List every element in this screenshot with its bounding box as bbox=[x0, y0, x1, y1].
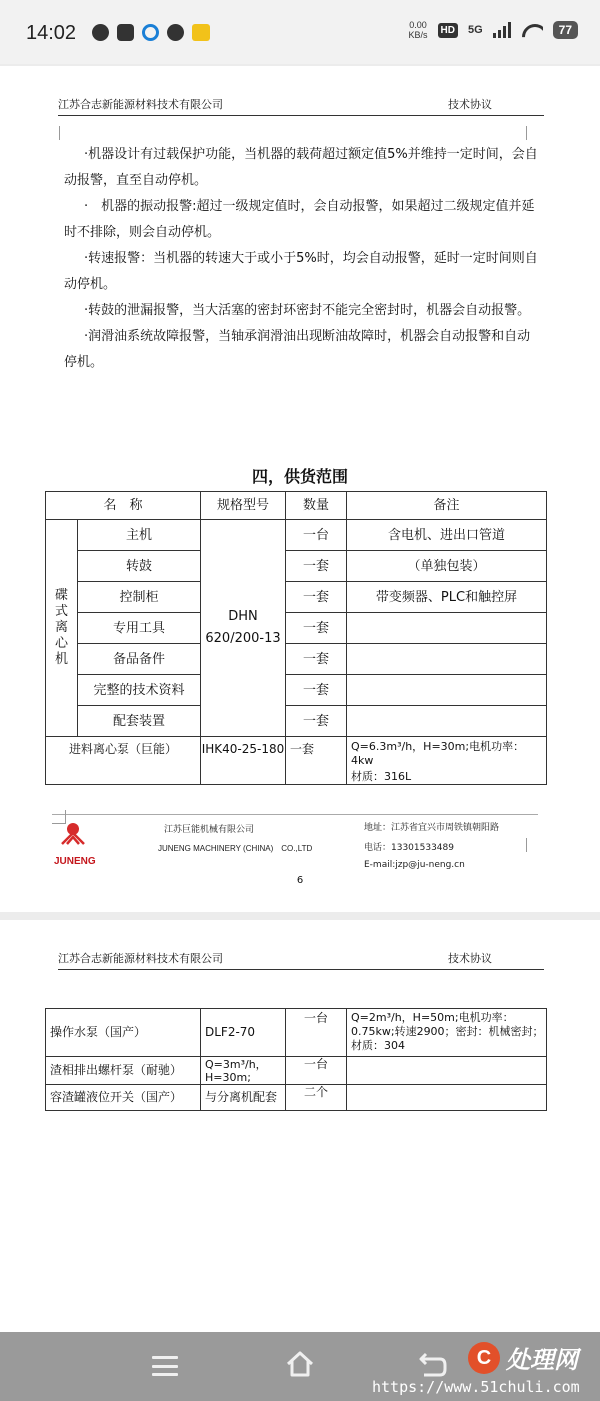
hd-badge: HD bbox=[438, 23, 458, 38]
juneng-logo-icon bbox=[60, 822, 86, 846]
item-name: 容渣罐液位开关（国产） bbox=[46, 1085, 201, 1111]
wechat-icon bbox=[92, 24, 109, 41]
item-qty: 二个 bbox=[286, 1085, 347, 1111]
watermark-name: 处理网 bbox=[506, 1346, 578, 1374]
item-qty: 一台 bbox=[286, 520, 347, 551]
crop-mark bbox=[46, 126, 60, 140]
pump-model: IHK40-25-180 bbox=[201, 737, 286, 785]
item-note bbox=[347, 644, 547, 675]
col-header-model: 规格型号 bbox=[201, 492, 286, 520]
item-note: Q=2m³/h，H=50m;电机功率：0.75kw;转速2900；密封：机械密封；材质：304 bbox=[347, 1009, 547, 1057]
logo-text: JUNENG bbox=[54, 856, 96, 867]
page-header bbox=[58, 950, 544, 970]
header-company: 江苏合志新能源材料技术有限公司 bbox=[58, 952, 223, 965]
item-name: 完整的技术资料 bbox=[78, 675, 201, 706]
item-model: DLF2-70 bbox=[201, 1009, 286, 1057]
item-name: 操作水泵（国产） bbox=[46, 1009, 201, 1057]
table-row bbox=[46, 706, 547, 737]
notification-icons bbox=[92, 24, 210, 41]
header-doc-type: 技术协议 bbox=[448, 952, 492, 965]
mail-icon bbox=[117, 24, 134, 41]
item-qty: 一套 bbox=[286, 551, 347, 582]
pump-note: Q=6.3m³/h，H=30m;电机功率：4kw 材质：316L bbox=[347, 737, 547, 785]
supply-scope-table bbox=[45, 491, 547, 785]
item-name: 转鼓 bbox=[78, 551, 201, 582]
header-company: 江苏合志新能源材料技术有限公司 bbox=[58, 98, 223, 111]
item-name: 配套装置 bbox=[78, 706, 201, 737]
watermark-logo-icon: C bbox=[468, 1342, 500, 1374]
supply-scope-table-continued bbox=[45, 1008, 547, 1111]
item-name: 控制柜 bbox=[78, 582, 201, 613]
table-row bbox=[46, 520, 547, 551]
page-header bbox=[58, 96, 544, 116]
paragraph: ·机器设计有过载保护功能，当机器的载荷超过额定值5%并维持一定时间，会自动报警，直至自动停机。 bbox=[64, 147, 538, 188]
item-note: （单独包装） bbox=[347, 551, 547, 582]
status-bar bbox=[0, 0, 600, 64]
item-qty: 一套 bbox=[286, 582, 347, 613]
document-page-6 bbox=[0, 66, 600, 912]
item-note bbox=[347, 1057, 547, 1085]
table-row bbox=[46, 675, 547, 706]
item-note: 带变频器、PLC和触控屏 bbox=[347, 582, 547, 613]
network-speed: 0.00 KB/s bbox=[408, 20, 428, 40]
signal-type: 5G bbox=[467, 24, 483, 36]
item-model: 与分离机配套 bbox=[201, 1085, 286, 1111]
footer-phone: 电话：13301533489 bbox=[364, 843, 454, 853]
table-header-row bbox=[46, 492, 547, 520]
table-row-pump bbox=[46, 737, 547, 785]
item-model: Q=3m³/h，H=30m; bbox=[201, 1057, 286, 1085]
item-name: 备品备件 bbox=[78, 644, 201, 675]
back-icon[interactable] bbox=[418, 1350, 448, 1378]
group-model-cell: DHN 620/200-13 bbox=[201, 520, 286, 737]
navigation-bar bbox=[0, 1332, 600, 1401]
status-time: 14:02 bbox=[26, 22, 77, 44]
paragraph: ·转速报警：当机器的转速大于或小于5%时，均会自动报警，延时一定时间则自动停机。 bbox=[64, 251, 538, 292]
crop-mark bbox=[526, 838, 540, 852]
menu-icon[interactable] bbox=[152, 1356, 178, 1376]
item-qty: 一套 bbox=[286, 706, 347, 737]
pump-name: 进料离心泵（巨能） bbox=[46, 737, 201, 785]
item-qty: 一套 bbox=[286, 613, 347, 644]
wifi-icon bbox=[521, 22, 543, 38]
item-name: 渣相排出螺杆泵（耐驰） bbox=[46, 1057, 201, 1085]
home-icon[interactable] bbox=[285, 1350, 315, 1378]
item-qty: 一台 bbox=[286, 1009, 347, 1057]
item-note bbox=[347, 613, 547, 644]
pump-qty: 一套 bbox=[286, 737, 347, 785]
table-row bbox=[46, 1009, 547, 1057]
item-name: 主机 bbox=[78, 520, 201, 551]
col-header-note: 备注 bbox=[347, 492, 547, 520]
page-number: 6 bbox=[296, 875, 304, 886]
status-right bbox=[408, 20, 578, 40]
item-name: 专用工具 bbox=[78, 613, 201, 644]
item-qty: 一套 bbox=[286, 644, 347, 675]
signal-bars-icon bbox=[493, 22, 511, 38]
table-row bbox=[46, 551, 547, 582]
section-title: 四，供货范围 bbox=[251, 467, 348, 486]
battery-indicator: 77 bbox=[553, 21, 578, 39]
watermark-url: https://www.51chuli.com bbox=[372, 1378, 580, 1396]
footer-email: E-mail:jzp@ju-neng.cn bbox=[364, 860, 465, 870]
app-ring-icon bbox=[142, 24, 159, 41]
footer-company-cn: 江苏巨能机械有限公司 bbox=[164, 825, 255, 835]
item-qty: 一台 bbox=[286, 1057, 347, 1085]
group-label-cell: 碟式离心机 bbox=[46, 520, 78, 737]
table-row bbox=[46, 1057, 547, 1085]
meituan-icon bbox=[192, 24, 210, 41]
item-note bbox=[347, 675, 547, 706]
paragraph: ·润滑油系统故障报警，当轴承润滑油出现断油故障时，机器会自动报警和自动停机。 bbox=[64, 329, 531, 370]
footer-company-en: JUNENG MACHINERY (CHINA) CO.,LTD bbox=[158, 844, 313, 853]
table-row bbox=[46, 644, 547, 675]
paragraph: · 机器的振动报警:超过一级规定值时，会自动报警，如果超过二级规定值并延时不排除，则会自动停机。 bbox=[64, 199, 535, 240]
footer-address: 地址：江苏省宜兴市周铁镇朝阳路 bbox=[364, 823, 500, 833]
item-qty: 一套 bbox=[286, 675, 347, 706]
paragraph: ·转鼓的泄漏报警，当大活塞的密封环密封不能完全密封时，机器会自动报警。 bbox=[84, 303, 531, 318]
item-note bbox=[347, 706, 547, 737]
table-row bbox=[46, 582, 547, 613]
footer-divider bbox=[52, 814, 538, 815]
document-page-7 bbox=[0, 920, 600, 1332]
table-row bbox=[46, 613, 547, 644]
col-header-qty: 数量 bbox=[286, 492, 347, 520]
col-header-name: 名 称 bbox=[46, 492, 201, 520]
compass-icon bbox=[167, 24, 184, 41]
crop-mark bbox=[526, 126, 540, 140]
header-doc-type: 技术协议 bbox=[448, 98, 492, 111]
table-row bbox=[46, 1085, 547, 1111]
item-note bbox=[347, 1085, 547, 1111]
item-note: 含电机、进出口管道 bbox=[347, 520, 547, 551]
